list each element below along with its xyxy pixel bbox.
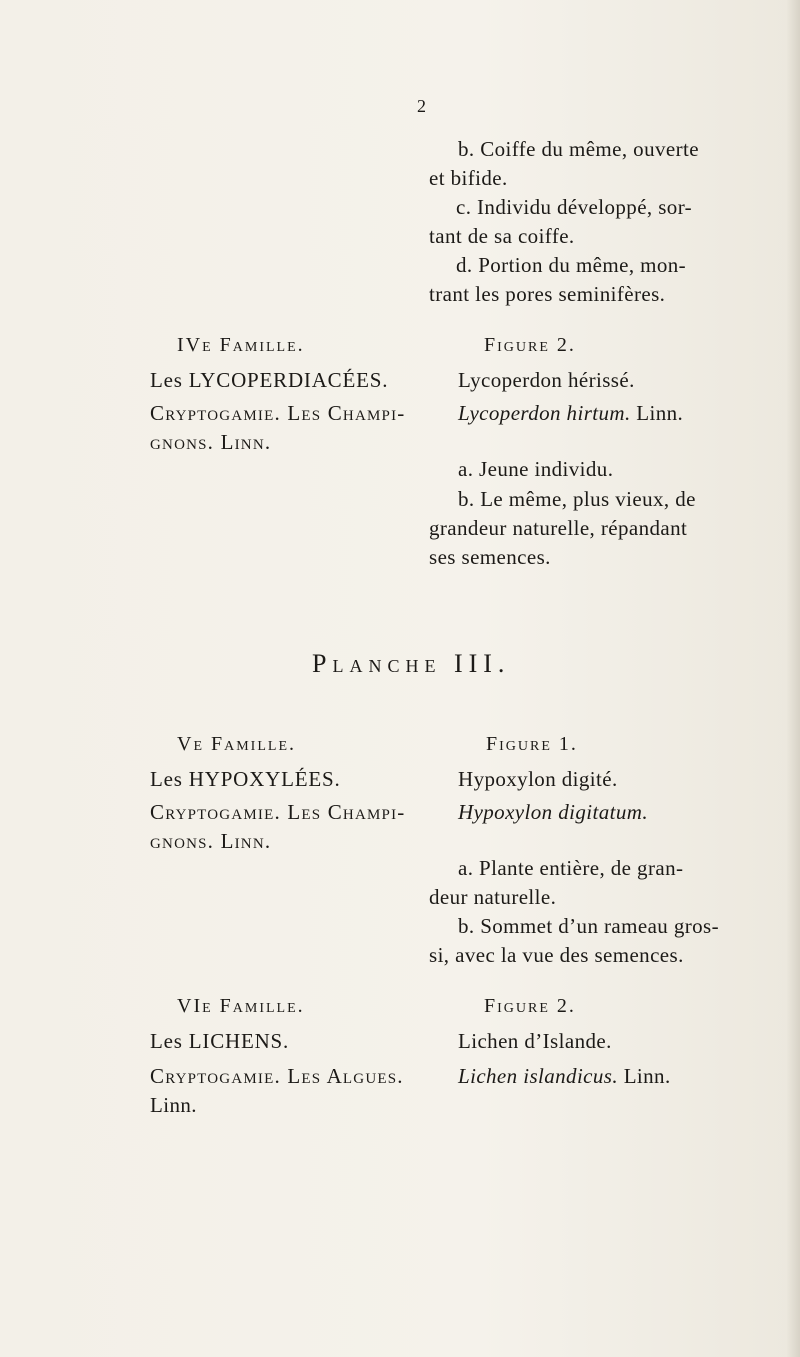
figure-2b-heading: Figure 2.	[484, 995, 576, 1017]
top-line-4: tant de sa coiffe.	[429, 224, 575, 248]
top-line-3: c. Individu développé, sor-	[456, 195, 693, 219]
planche-title: Planche III.	[312, 649, 511, 678]
figure-2a-latin-line	[458, 401, 683, 426]
figure-2a-heading: Figure 2.	[484, 334, 576, 356]
figure-2b-common-name: Lichen d’Islande.	[458, 1029, 612, 1053]
figure-2b-authority: Linn.	[623, 1064, 671, 1088]
figure-2b-latin-line	[458, 1064, 671, 1089]
family-5-class-line-2: gnons. Linn.	[150, 829, 272, 853]
figure-1-latin: Hypoxylon digitatum.	[458, 800, 648, 824]
figure-1-line-b2: si, avec la vue des semences.	[429, 943, 684, 967]
family-6-class-line-1: Cryptogamie. Les Algues.	[150, 1064, 404, 1088]
family-4-class-line-1: Cryptogamie. Les Champi-	[150, 401, 406, 425]
family-5-name: Les HYPOXYLÉES.	[150, 767, 341, 791]
figure-1-line-a1: a. Plante entière, de gran-	[458, 856, 684, 880]
top-line-5: d. Portion du même, mon-	[456, 253, 687, 277]
figure-2a-line-b3: ses semences.	[429, 545, 551, 569]
family-4-class-line-2: gnons. Linn.	[150, 430, 272, 454]
family-5-class-line-1: Cryptogamie. Les Champi-	[150, 800, 406, 824]
figure-2a-line-b2: grandeur naturelle, répandant	[429, 516, 688, 540]
figure-2a-line-b1: b. Le même, plus vieux, de	[458, 487, 696, 511]
figure-1-heading: Figure 1.	[486, 733, 578, 755]
figure-2a-line-a: a. Jeune individu.	[458, 457, 614, 481]
page-number: 2	[417, 96, 427, 116]
figure-1-common-name: Hypoxylon digité.	[458, 767, 618, 791]
figure-2a-common-name: Lycoperdon hérissé.	[458, 368, 635, 392]
figure-1-line-b1: b. Sommet d’un rameau gros-	[458, 914, 719, 938]
top-line-6: trant les pores seminifères.	[429, 282, 666, 306]
top-line-1: b. Coiffe du même, ouverte	[458, 137, 699, 161]
family-5-heading: Ve Famille.	[177, 733, 296, 755]
figure-2a-latin: Lycoperdon hirtum.	[458, 401, 631, 425]
family-4-name: Les LYCOPERDIACÉES.	[150, 368, 389, 392]
figure-1-line-a2: deur naturelle.	[429, 885, 557, 909]
figure-2a-authority: Linn.	[636, 401, 684, 425]
family-4-heading: IVe Famille.	[177, 334, 305, 356]
figure-2b-latin: Lichen islandicus.	[458, 1064, 619, 1088]
top-line-2: et bifide.	[429, 166, 508, 190]
family-6-class-line-2: Linn.	[150, 1093, 197, 1117]
family-6-name: Les LICHENS.	[150, 1029, 290, 1053]
page-edge-shadow	[786, 0, 800, 1357]
family-6-heading: VIe Famille.	[177, 995, 305, 1017]
